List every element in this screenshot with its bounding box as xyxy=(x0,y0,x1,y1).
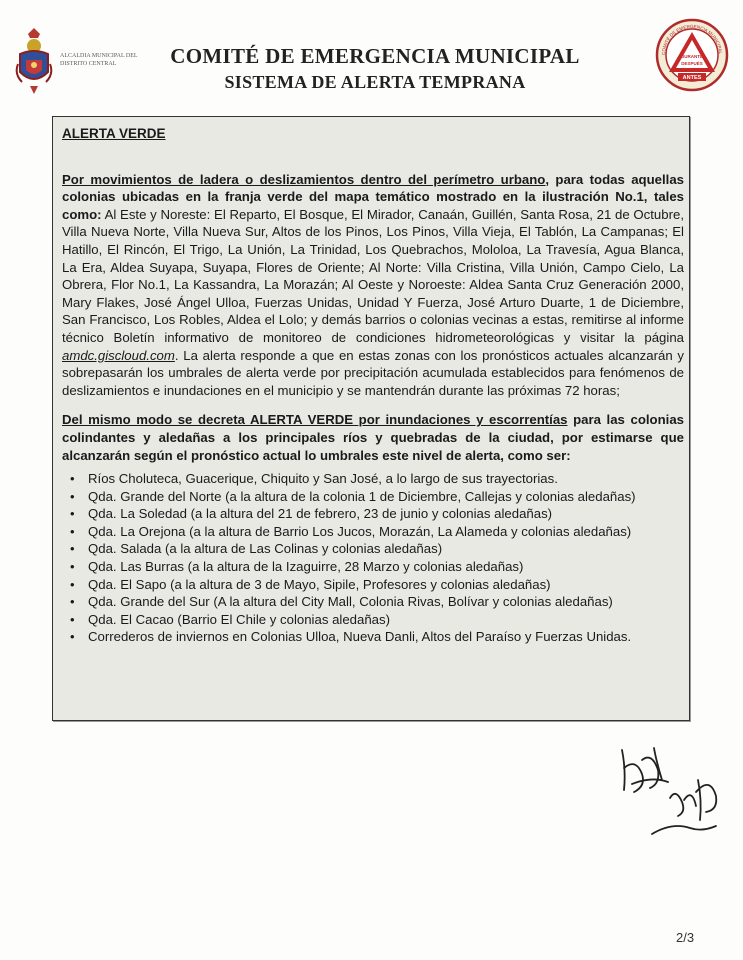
logo-word-durante: DURANTE xyxy=(681,54,703,59)
landslide-alert-intro: para todas aquellas colonias ubicadas en la franja verde del mapa temático mostrado en la ilustración No.1, tales como: xyxy=(62,171,684,222)
list-item: • Qda. Grande del Sur (A la altura del City Mall, Colonia Rivas, Bolívar y colonias aledañas) xyxy=(88,593,684,611)
municipal-logo-caption: ALCALDIA MUNICIPAL DEL DISTRITO CENTRAL xyxy=(60,53,138,67)
list-item: • Qda. El Cacao (Barrio El Chile y colonias aledañas) xyxy=(88,611,684,629)
list-item: • Ríos Choluteca, Guacerique, Chiquito y San José, a lo largo de sus trayectorias. xyxy=(88,470,684,488)
logo-word-antes: ANTES xyxy=(682,75,702,81)
flood-alert-lead: Del mismo modo se decreta ALERTA VERDE por inundaciones y escorrentías xyxy=(62,412,568,428)
codem-emergency-committee-logo xyxy=(655,18,729,92)
landslide-colonies-list: Al Este y Noreste: El Reparto, El Bosque, El Mirador, Canaán, Guillén, Santa Rosa, 21 de Octubre, Villa Nueva Norte, Villa Nueva Sur, Altos de los Pinos, Los Pinos, Villa Vieja, El Tablón, La Campanas; El Hatillo, El Rincón, El Trigo, La Unión, La Trinidad, Los Quebrachos, Mololoa, La Travesía, Agua Blanca, La Era, Aldea Suyapa, Suyapa, Flores de Oriente; Al Norte: Villa Cristina, Villa Unión, Campo Cielo, La Obrera, Flor No.1, La Kassandra, La Morazán; Al Oeste y Noroeste: Aldea Santa Cruz Generación 2000, Mary Flakes, José Ángel Ulloa, Fuerzas Unidas, Unidad Y Fuerza, José Arturo Duarte, 1 de Diciembre, San Francisco, Los Robles, Aldea el Lolo; y demás barrios o colonias vecinas a estas, remitirse al informe técnico Boletín informativo de monitoreo de condiciones hidrometeorológicas y visitar la página xyxy=(62,206,684,345)
document-title: COMITÉ DE EMERGENCIA MUNICIPAL xyxy=(170,44,580,68)
page-number: 2/3 xyxy=(676,930,695,945)
flood-alert-paragraph xyxy=(62,411,684,464)
page-header xyxy=(0,0,743,110)
list-item: • Qda. Salada (a la altura de Las Colinas y colonias aledañas) xyxy=(88,540,684,558)
alert-heading: ALERTA VERDE xyxy=(62,126,166,141)
list-item: • Qda. Grande del Norte (a la altura de la colonia 1 de Diciembre, Callejas y colonias aledañas) xyxy=(88,488,684,506)
landslide-alert-paragraph xyxy=(62,171,684,400)
rivers-creeks-list xyxy=(62,470,684,646)
landslide-alert-lead: Por movimientos de ladera o deslizamientos dentro del perímetro urbano, xyxy=(62,171,549,187)
municipal-coat-of-arms-logo xyxy=(14,24,54,96)
flood-alert-intro: para las colonias colindantes y aledañas a los principales ríos y quebradas de la ciudad, por estimarse que alcanzarán según el pronóstico actual lo umbrales este nivel de alerta, como ser: xyxy=(62,412,684,463)
document-subtitle: SISTEMA DE ALERTA TEMPRANA xyxy=(224,72,526,92)
list-item: • Qda. El Sapo (a la altura de 3 de Mayo, Sipile, Profesores y colonias aledañas) xyxy=(88,576,684,594)
giscloud-link[interactable]: amdc.giscloud.com xyxy=(62,347,175,363)
landslide-alert-rationale: . La alerta responde a que en estas zonas con los pronósticos actuales alcanzarán y sobrepasarán los umbrales de alerta verde por precipitación acumulada establecidos para fenómenos de deslizamientos e inundaciones en el municipio y se mantendrán durante las próximas 72 horas; xyxy=(62,347,684,398)
list-item: • Correderos de inviernos en Colonias Ulloa, Nueva Danli, Altos del Paraíso y Fuerzas Unidas. xyxy=(88,628,684,646)
codem-logo-ring-text: COMITÉ DE EMERGENCIA MUNICIPAL xyxy=(660,23,723,56)
list-item: • Qda. Las Burras (a la altura de la Izaguirre, 28 Marzo y colonias aledañas) xyxy=(88,558,684,576)
handwritten-signature xyxy=(612,740,734,840)
list-item: • Qda. La Orejona (a la altura de Barrio Los Jucos, Morazán, La Alameda y colonias aledañas) xyxy=(88,523,684,541)
logo-word-despues: DESPUÉS xyxy=(681,61,703,66)
list-item: • Qda. La Soledad (a la altura del 21 de febrero, 23 de junio y colonias aledañas) xyxy=(88,505,684,523)
alert-content-box xyxy=(52,116,690,721)
